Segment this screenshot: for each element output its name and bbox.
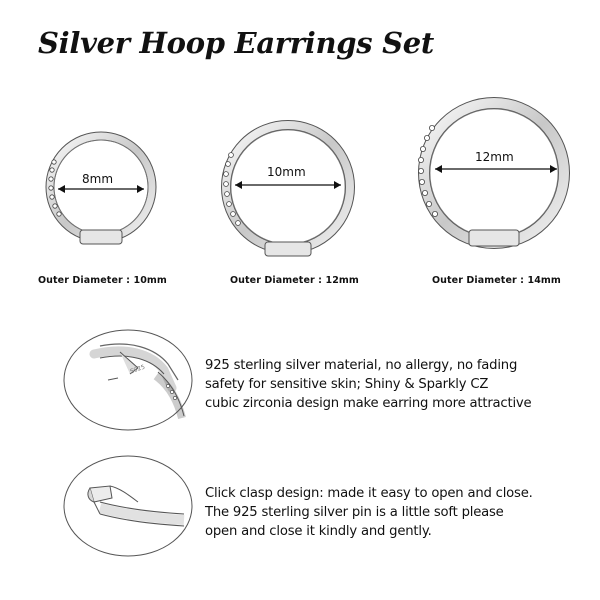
- feature-line: open and close it kindly and gently.: [205, 524, 432, 539]
- hoop-medium: [215, 118, 365, 268]
- hoop-small-drawing: [40, 130, 170, 260]
- feature-line: Click clasp design: made it easy to open and close.: [205, 486, 533, 501]
- outer-diameter-label-medium: Outer Diameter : 12mm: [230, 275, 359, 286]
- feature-line: The 925 sterling silver pin is a little soft please: [205, 505, 504, 520]
- outer-diameter-label-small: Outer Diameter : 10mm: [38, 275, 167, 286]
- hoop-medium-drawing: [215, 118, 365, 268]
- engraving-text: S925: [129, 363, 147, 376]
- feature-line: cubic zirconia design make earring more attractive: [205, 396, 532, 411]
- inner-diameter-label: 10mm: [267, 165, 306, 179]
- inner-diameter-label: 8mm: [82, 172, 114, 186]
- feature-line: 925 sterling silver material, no allergy, no fading: [205, 358, 518, 373]
- feature-line: safety for sensitive skin; Shiny & Sparkly CZ: [205, 377, 489, 392]
- hoop-large: [407, 98, 587, 278]
- outer-diameter-label-large: Outer Diameter : 14mm: [432, 275, 561, 286]
- page-title: Silver Hoop Earrings Set: [38, 26, 434, 60]
- inner-diameter-label: 12mm: [475, 150, 514, 164]
- detail-closeup-clasp-drawing: [60, 452, 200, 562]
- hoop-large-drawing: [407, 98, 587, 278]
- hoop-small: [40, 130, 170, 260]
- detail-closeup-clasp: [60, 452, 200, 562]
- detail-closeup-material: [60, 328, 200, 438]
- feature-material-text: [205, 356, 531, 413]
- feature-clasp-text: [205, 484, 533, 541]
- detail-closeup-material-drawing: [60, 328, 200, 438]
